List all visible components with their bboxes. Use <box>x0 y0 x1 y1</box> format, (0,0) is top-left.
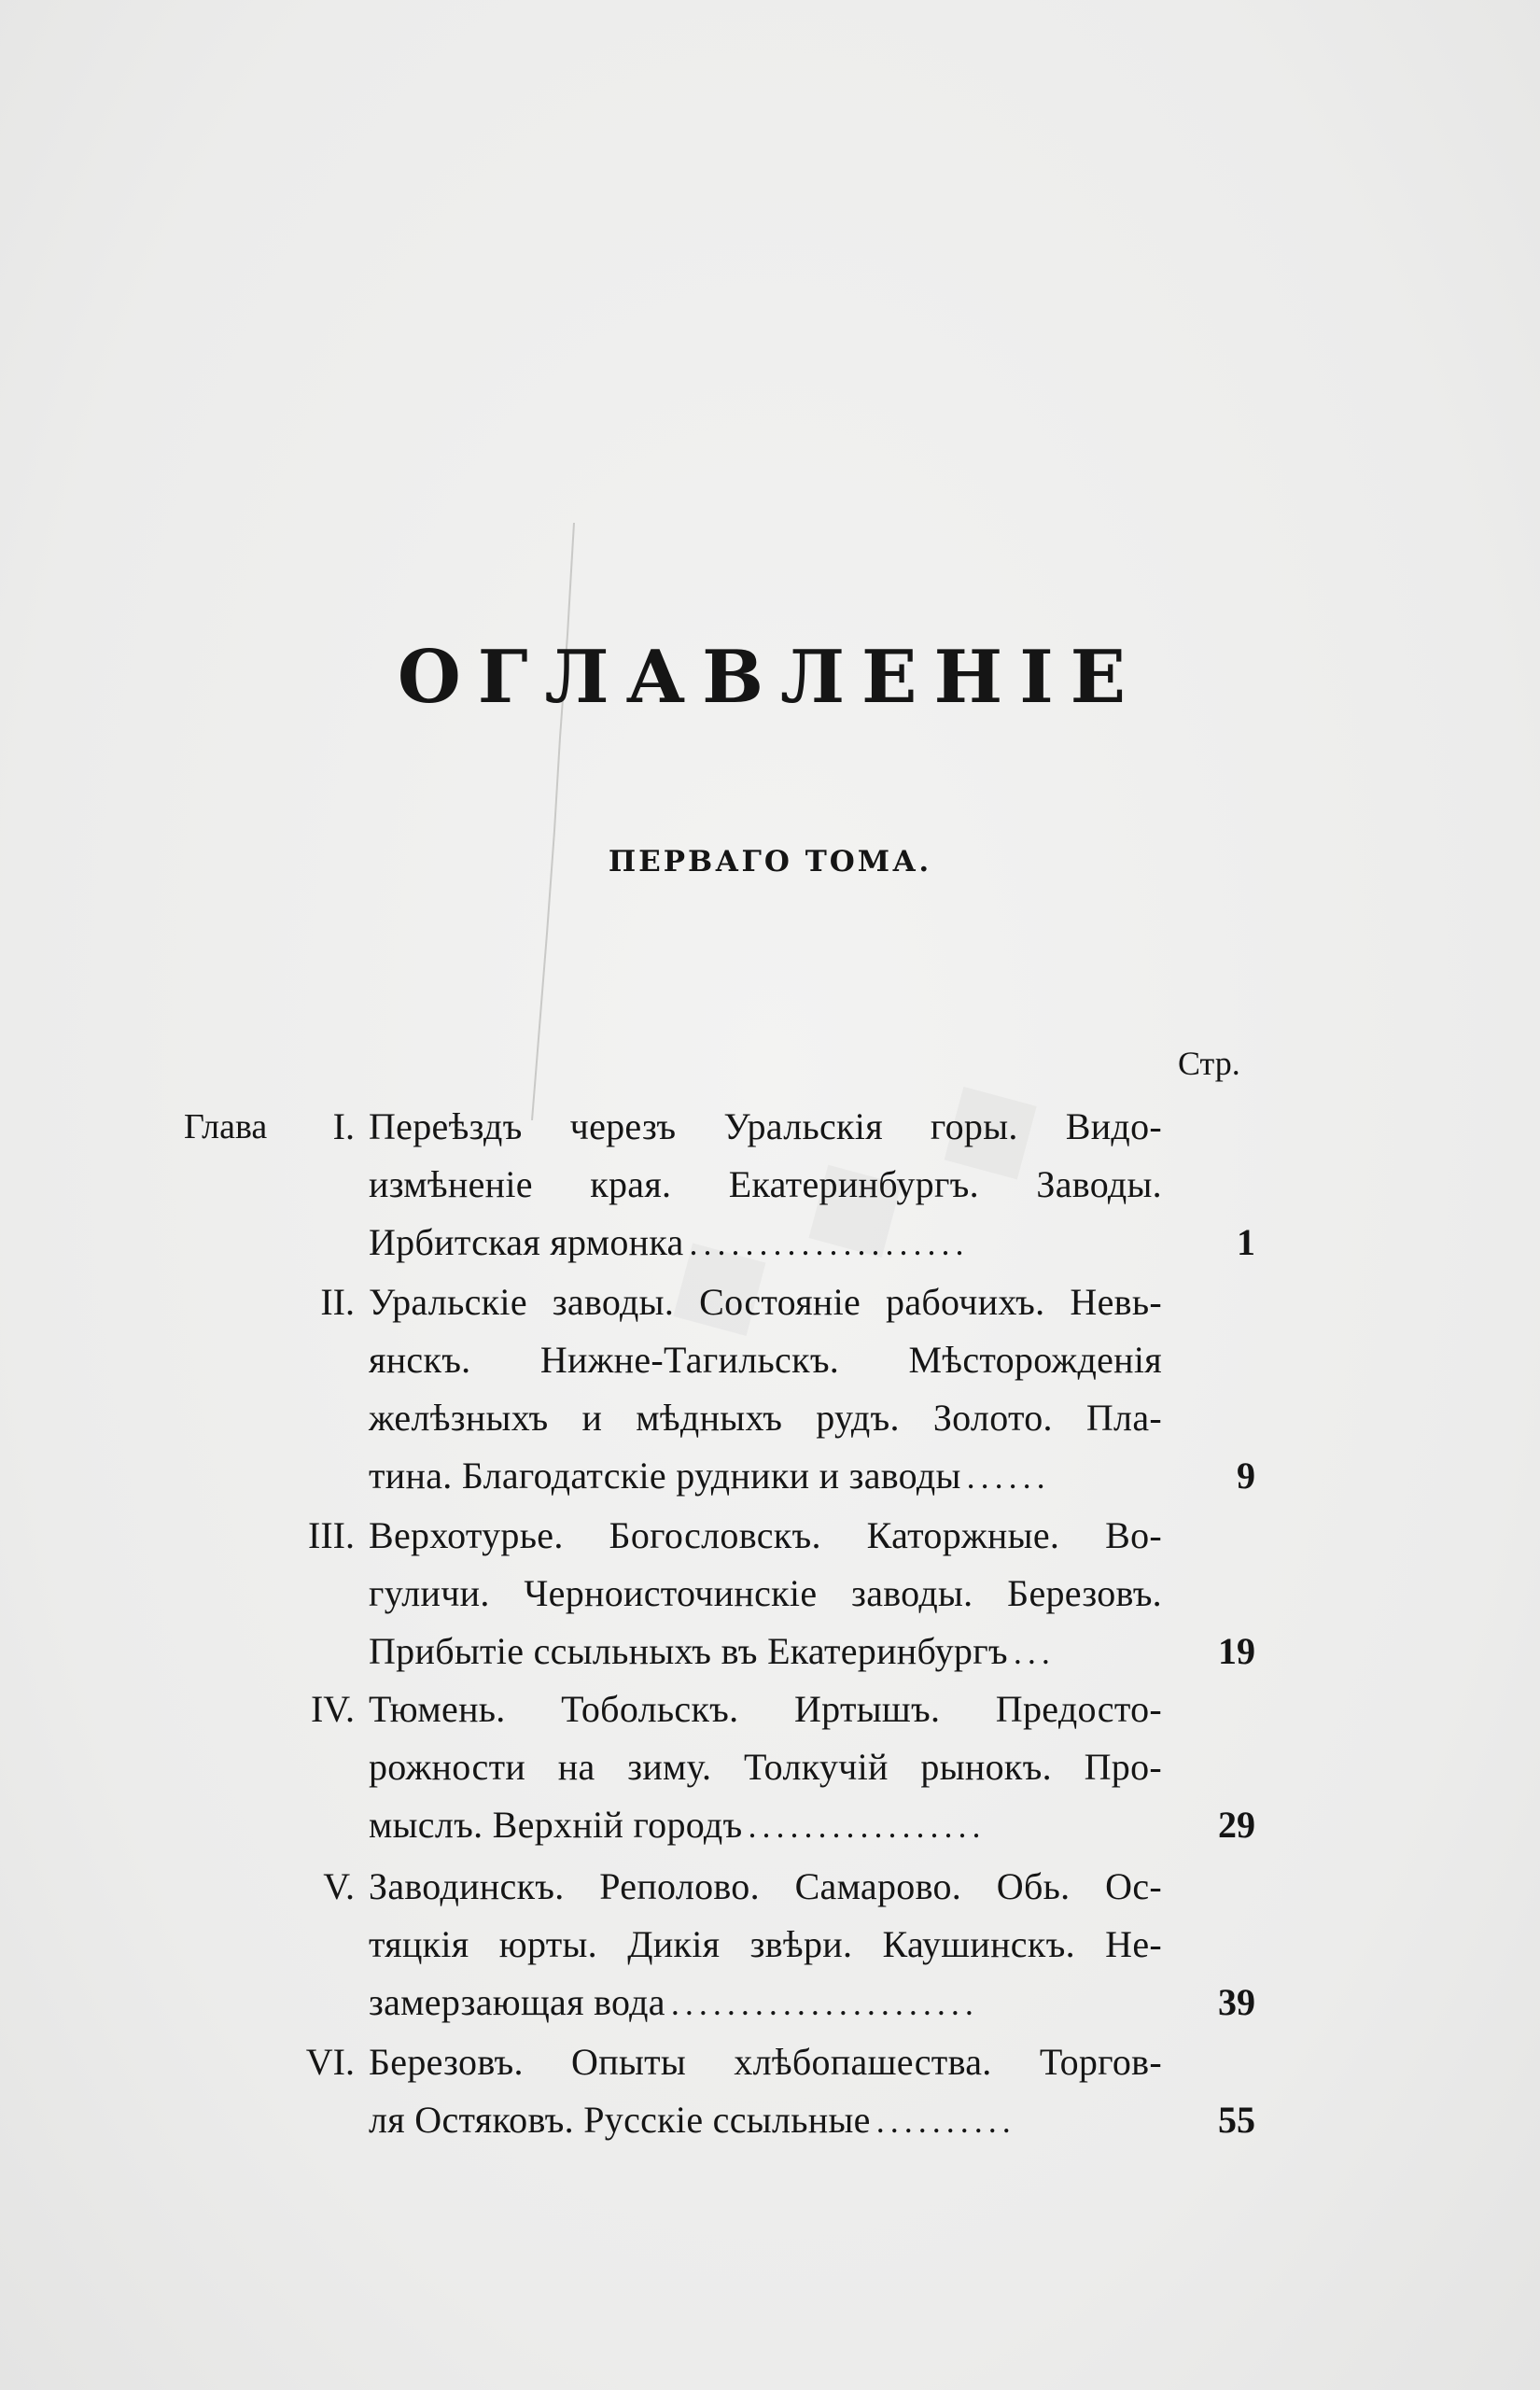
chapter-entry-text <box>369 1858 1162 2032</box>
leader-dots: ...... <box>966 1458 1051 1496</box>
chapter-entry-line-text: мыслъ. Верхній городъ <box>369 1804 743 1846</box>
chapter-entry-line <box>369 1858 1162 1916</box>
chapter-numeral: VI. <box>305 2041 355 2083</box>
chapter-page-number: 29 <box>1218 1804 1255 1846</box>
leader-dots: ...................... <box>670 1985 979 2022</box>
chapter-page-number: 39 <box>1218 1981 1255 2023</box>
chapter-entry-line <box>369 1623 1162 1680</box>
chapter-entry-line <box>369 1098 1162 1156</box>
chapter-entry-line <box>369 1156 1162 1214</box>
chapter-entry-line-text: измѣненіе края. Екатеринбургъ. Заводы. <box>369 1163 1162 1205</box>
chapter-entry-line <box>369 1389 1162 1447</box>
chapter-numeral: I. <box>332 1105 355 1147</box>
chapter-entry-line <box>369 1680 1162 1738</box>
chapter-entry-line <box>369 1974 1162 2032</box>
chapter-entry-text <box>369 1098 1162 1272</box>
chapter-entry-line <box>369 1796 1162 1854</box>
chapter-entry-line-text: Тюмень. Тобольскъ. Иртышъ. Предосто- <box>369 1688 1162 1730</box>
chapter-entry-line-text: замерзающая вода <box>369 1981 665 2023</box>
chapter-entry-line <box>369 1916 1162 1974</box>
chapter-entry-line-text: рожности на зиму. Толкучій рынокъ. Про- <box>369 1746 1162 1788</box>
chapter-entry-line <box>369 2033 1162 2091</box>
chapter-numeral: V. <box>323 1865 355 1907</box>
chapter-entry-line-text: янскъ. Нижне-Тагильскъ. Мѣсторожденія <box>369 1339 1162 1381</box>
chapter-numeral: IV. <box>310 1688 355 1730</box>
chapter-entry-line <box>369 1214 1162 1272</box>
chapter-entry-line <box>369 2091 1162 2149</box>
page-subtitle: ПЕРВАГО ТОМА. <box>608 845 932 879</box>
leader-dots: ... <box>1013 1634 1056 1671</box>
chapter-entry-line-text: Березовъ. Опыты хлѣбопашества. Торгов- <box>369 2041 1162 2083</box>
chapter-numeral: II. <box>320 1281 355 1323</box>
chapter-page-number: 9 <box>1237 1455 1255 1497</box>
chapter-entry-line-text: Уральскіе заводы. Состояніе рабочихъ. Невь- <box>369 1281 1162 1323</box>
chapter-entry-text <box>369 1680 1162 1854</box>
chapter-entry-line-text: ля Остяковъ. Русскіе ссыльные <box>369 2099 871 2141</box>
chapter-entry-line <box>369 1738 1162 1796</box>
chapter-entry-line-text: Ирбитская ярмонка <box>369 1221 684 1263</box>
page-column-label: Стр. <box>1178 1045 1240 1082</box>
chapter-prefix: Глава <box>184 1107 268 1146</box>
chapter-entry-line <box>369 1273 1162 1331</box>
page-title: ОГЛАВЛЕНІЕ <box>397 635 1143 720</box>
chapter-entry-line-text: тина. Благодатскіе рудники и заводы <box>369 1455 961 1497</box>
chapter-page-number: 19 <box>1218 1630 1255 1672</box>
chapter-entry-line-text: Прибытіе ссыльныхъ въ Екатеринбургъ <box>369 1630 1008 1672</box>
chapter-entry-line-text: тяцкія юрты. Дикія звѣри. Каушинскъ. Не- <box>369 1923 1162 1965</box>
chapter-entry-line-text: желѣзныхъ и мѣдныхъ рудъ. Золото. Пла- <box>369 1397 1162 1439</box>
chapter-page-number: 55 <box>1218 2099 1255 2141</box>
leader-dots: .................... <box>689 1225 970 1262</box>
leader-dots: .......... <box>875 2102 1016 2140</box>
chapter-entry-text <box>369 2033 1162 2149</box>
chapter-entry-text <box>369 1507 1162 1680</box>
chapter-entry-line-text: Заводинскъ. Реполово. Самарово. Обь. Ос- <box>369 1865 1162 1907</box>
chapter-entry-line <box>369 1447 1162 1505</box>
chapter-entry-line-text: Верхотурье. Богословскъ. Каторжные. Во- <box>369 1514 1162 1556</box>
chapter-entry-line <box>369 1507 1162 1565</box>
chapter-entry-line-text: Переѣздъ черезъ Уральскія горы. Видо- <box>369 1105 1162 1147</box>
chapter-entry-line <box>369 1565 1162 1623</box>
chapter-entry-line <box>369 1331 1162 1389</box>
chapter-numeral: III. <box>308 1514 355 1556</box>
chapter-entry-text <box>369 1273 1162 1505</box>
chapter-page-number: 1 <box>1237 1221 1255 1263</box>
leader-dots: ................. <box>748 1807 987 1845</box>
chapter-entry-line-text: гуличи. Черноисточинскіе заводы. Березовъ. <box>369 1572 1162 1614</box>
